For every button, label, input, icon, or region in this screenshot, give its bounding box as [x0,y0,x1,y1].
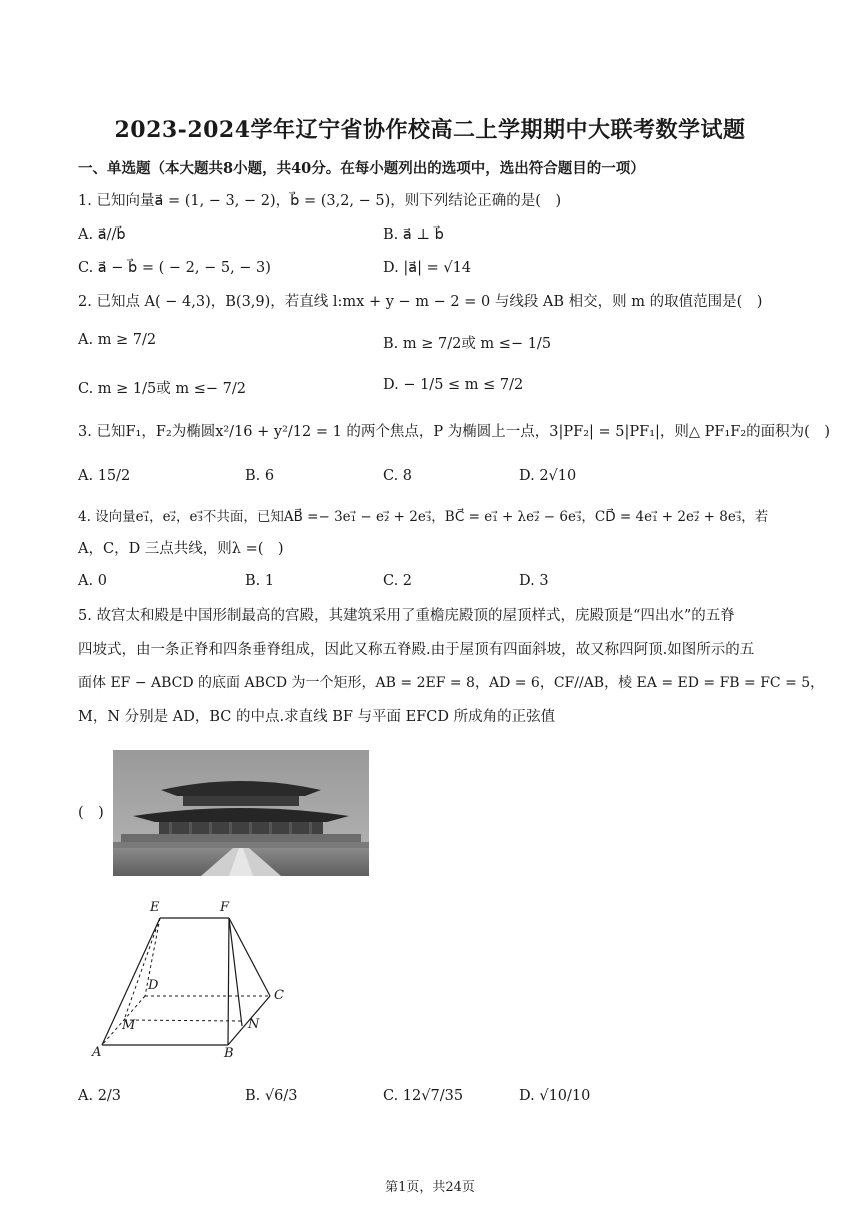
question-5-line4: M，N 分别是 AD，BC 的中点.求直线 BF 与平面 EFCD 所成角的正弦值 [78,709,556,725]
vertex-label-b: B [224,1046,234,1061]
question-5-line2: 四坡式，由一条正脊和四条垂脊组成，因此又称五脊殿.由于屋顶有四面斜坡，故又称四阿顶.如图所示的五 [78,642,755,658]
question-3-stem: 3. 已知F₁，F₂为椭圆x²/16 + y²/12 = 1 的两个焦点，P 为椭圆上一点，3|PF₂| = 5|PF₁|，则△ PF₁F₂的面积为( ) [78,424,830,440]
question-5-option-d: D. √10/10 [519,1088,591,1104]
vertex-label-m: M [122,1018,136,1033]
question-4-option-d: D. 3 [519,573,549,589]
section-heading: 一、单选题（本大题共8小题，共40分。在每小题列出的选项中，选出符合题目的一项） [78,160,645,177]
question-3-option-a: A. 15/2 [78,468,131,484]
question-5-answer-paren: ( ) [78,805,104,821]
question-1-option-a: A. a⃗//b⃗ [78,227,126,243]
question-3-option-c: C. 8 [383,468,413,484]
question-4-option-a: A. 0 [78,573,107,589]
vertex-label-a: A [92,1045,102,1060]
vertex-label-n: N [248,1017,260,1032]
page-footer: 第1页，共24页 [385,1180,475,1195]
vertex-label-e: E [150,900,160,915]
question-4-stem-line2: A，C，D 三点共线，则λ =( ) [78,541,284,557]
vertex-label-c: C [274,988,284,1003]
question-1-option-c: C. a⃗ − b⃗ = ( − 2, − 5, − 3) [78,260,271,276]
page-title: 2023-2024学年辽宁省协作校高二上学期期中大联考数学试题 [114,117,746,143]
vertex-label-f: F [220,900,230,915]
question-2-option-c: C. m ≥ 1/5或 m ≤− 7/2 [78,381,246,397]
question-4-stem-line1: 4. 设向量e₁⃗，e₂⃗，e₃⃗不共面，已知AB⃗ =− 3e₁⃗ − e₂⃗ + 2e₃⃗，BC⃗ = e₁⃗ + λe₂⃗ − 6e₃⃗，CD⃗ = 4e₁⃗ + 2e₂⃗ + 8e₃⃗，若 [78,509,769,525]
pentahedron-figure [88,900,298,1070]
question-4-option-b: B. 1 [245,573,275,589]
question-1-stem: 1. 已知向量a⃗ = (1, − 3, − 2)，b⃗ = (3,2, − 5)，则下列结论正确的是( ) [78,193,562,209]
question-5-option-b: B. √6/3 [245,1088,298,1104]
question-1-option-b: B. a⃗ ⊥ b⃗ [383,227,444,243]
question-5-line1: 5. 故宫太和殿是中国形制最高的宫殿，其建筑采用了重檐庑殿顶的屋顶样式，庑殿顶是“四出水”的五脊 [78,608,735,624]
question-2-option-b: B. m ≥ 7/2或 m ≤− 1/5 [383,336,552,352]
question-2-option-a: A. m ≥ 7/2 [78,332,157,348]
question-5-option-c: C. 12√7/35 [383,1088,464,1104]
question-5-option-a: A. 2/3 [78,1088,122,1104]
vertex-label-d: D [148,978,159,993]
question-3-option-d: D. 2√10 [519,468,577,484]
question-3-option-b: B. 6 [245,468,275,484]
taihe-hall-photo [113,750,369,876]
question-2-option-d: D. − 1/5 ≤ m ≤ 7/2 [383,377,524,393]
question-1-option-d: D. |a⃗| = √14 [383,260,472,276]
question-4-option-c: C. 2 [383,573,413,589]
question-2-stem: 2. 已知点 A( − 4,3)，B(3,9)，若直线 l:mx + y − m − 2 = 0 与线段 AB 相交，则 m 的取值范围是( ) [78,294,763,310]
question-5-line3: 面体 EF − ABCD 的底面 ABCD 为一个矩形，AB = 2EF = 8，AD = 6，CF//AB，棱 EA = ED = FB = FC = 5， [78,675,825,691]
